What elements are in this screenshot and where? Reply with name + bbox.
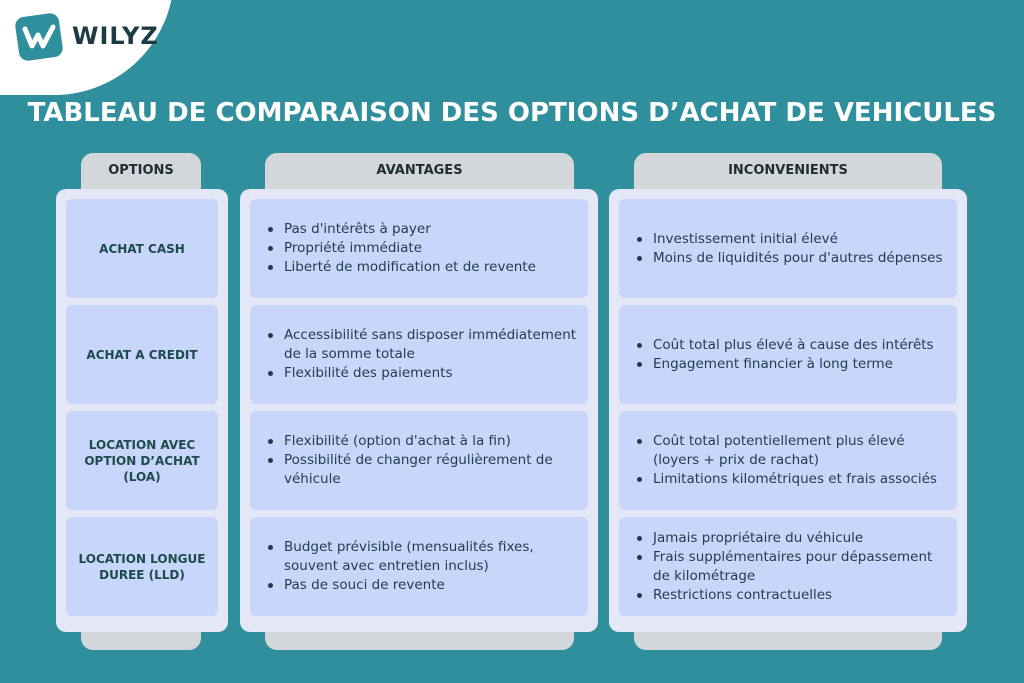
column-header-avantages: AVANTAGES [265, 153, 574, 189]
inconvenients-list [619, 230, 953, 268]
list-item: Propriété immédiate [284, 239, 536, 258]
option-cell [66, 199, 218, 298]
inconvenients-cell [619, 199, 957, 298]
inconvenients-list [619, 529, 957, 605]
option-cell [66, 305, 218, 404]
avantages-cell [250, 411, 588, 510]
list-item: Jamais propriétaire du véhicule [653, 529, 947, 548]
option-label: LOCATION AVEC OPTION D’ACHAT (LOA) [84, 437, 200, 484]
list-item: Liberté de modification et de revente [284, 259, 536, 275]
list-item: Pas d'intérêts à payer [284, 220, 536, 239]
option-label: ACHAT A CREDIT [86, 347, 198, 362]
avantages-cell [250, 517, 588, 616]
list-item: Limitations kilométriques et frais associés [653, 470, 947, 489]
avantages-cell [250, 305, 588, 404]
list-item: Investissement initial élevé [653, 230, 943, 249]
list-item: Flexibilité des paiements [284, 364, 578, 383]
avantages-list [250, 538, 588, 595]
option-cell [66, 411, 218, 510]
column-header-inconvenients: INCONVENIENTS [634, 153, 942, 189]
inconvenients-list [619, 432, 957, 489]
list-item: Engagement financier à long terme [653, 355, 934, 374]
list-item: Coût total potentiellement plus élevé (loyers + prix de rachat) [653, 432, 947, 470]
list-item: Coût total plus élevé à cause des intérêts [653, 336, 934, 353]
list-item: Flexibilité (option d'achat à la fin) [284, 432, 578, 451]
avantages-list [250, 326, 588, 383]
option-label: ACHAT CASH [99, 241, 185, 256]
list-item: Possibilité de changer régulièrement de véhicule [284, 451, 578, 489]
list-item: Pas de souci de revente [284, 576, 578, 595]
inconvenients-cell [619, 305, 957, 404]
inconvenients-cell [619, 411, 957, 510]
column-header-options: OPTIONS [81, 153, 201, 189]
avantages-cell [250, 199, 588, 298]
list-item: Frais supplémentaires pour dépassement de kilométrage [653, 548, 947, 586]
wilyz-logo-icon [14, 12, 64, 62]
option-label: LOCATION LONGUE DUREE (LLD) [78, 551, 206, 582]
brand-name: WILYZ [72, 22, 159, 50]
option-cell [66, 517, 218, 616]
list-item: Accessibilité sans disposer immédiatement de la somme totale [284, 327, 577, 362]
avantages-list [250, 220, 546, 277]
inconvenients-list [619, 336, 944, 374]
list-item: Budget prévisible (mensualités fixes, souvent avec entretien inclus) [284, 538, 578, 576]
list-item: Restrictions contractuelles [653, 586, 947, 605]
avantages-list [250, 432, 588, 489]
list-item: Moins de liquidités pour d'autres dépenses [653, 249, 943, 266]
inconvenients-cell [619, 517, 957, 616]
page-title: TABLEAU DE COMPARAISON DES OPTIONS D’ACHAT DE VEHICULES [27, 98, 997, 128]
